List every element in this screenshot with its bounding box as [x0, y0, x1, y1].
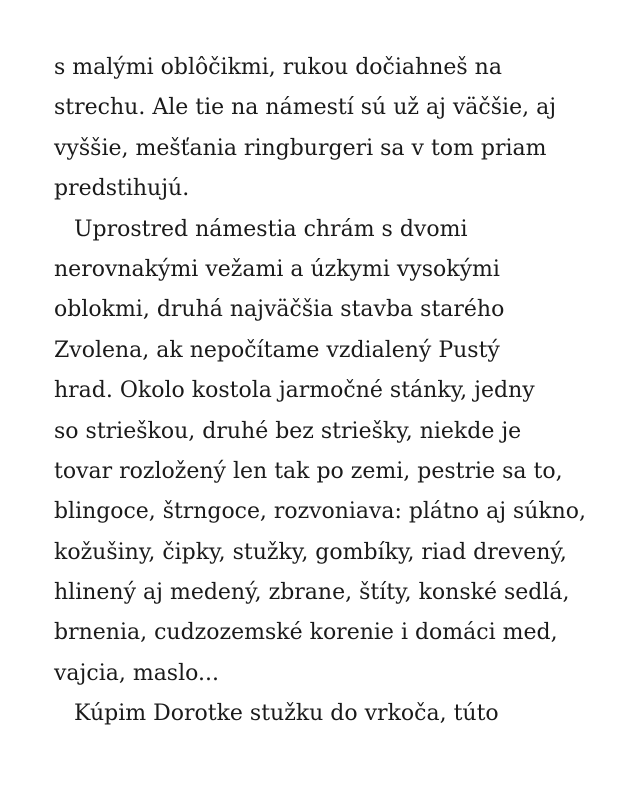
text-line: Kúpim Dorotke stužku do vrkoča, túto [74, 701, 499, 727]
paragraph [0, 48, 640, 210]
text-line: brnenia, cudzozemské korenie i domáci med, [54, 620, 558, 646]
text-line: predstihujú. [54, 176, 190, 202]
text-line: vyššie, mešťania ringburgeri sa v tom priam [54, 135, 547, 161]
text-line: vajcia, maslo... [54, 660, 219, 686]
text-line: hrad. Okolo kostola jarmočné stánky, jedny [54, 378, 535, 404]
text-line: Zvolena, ak nepočítame vzdialený Pustý [54, 337, 500, 363]
text-line: Uprostred námestia chrám s dvomi [74, 216, 468, 242]
text-line: kožušiny, čipky, stužky, gombíky, riad drevený, [54, 539, 567, 565]
text-line: blingoce, štrngoce, rozvoniava: plátno aj súkno, [54, 499, 586, 525]
text-line: s malými oblôčikmi, rukou dočiahneš na [54, 55, 502, 80]
paragraph [0, 210, 640, 695]
text-line: nerovnakými vežami a úzkymi vysokými [54, 256, 500, 282]
text-line: strechu. Ale tie na námestí sú už aj väčšie, aj [54, 95, 557, 121]
text-line: so strieškou, druhé bez striešky, niekde je [54, 418, 522, 444]
text-line: tovar rozložený len tak po zemi, pestrie sa to, [54, 458, 563, 484]
text-line: oblokmi, druhá najväčšia stavba starého [54, 297, 505, 323]
paragraph [0, 694, 640, 734]
text-line: hlinený aj medený, zbrane, štíty, konské sedlá, [54, 580, 570, 606]
